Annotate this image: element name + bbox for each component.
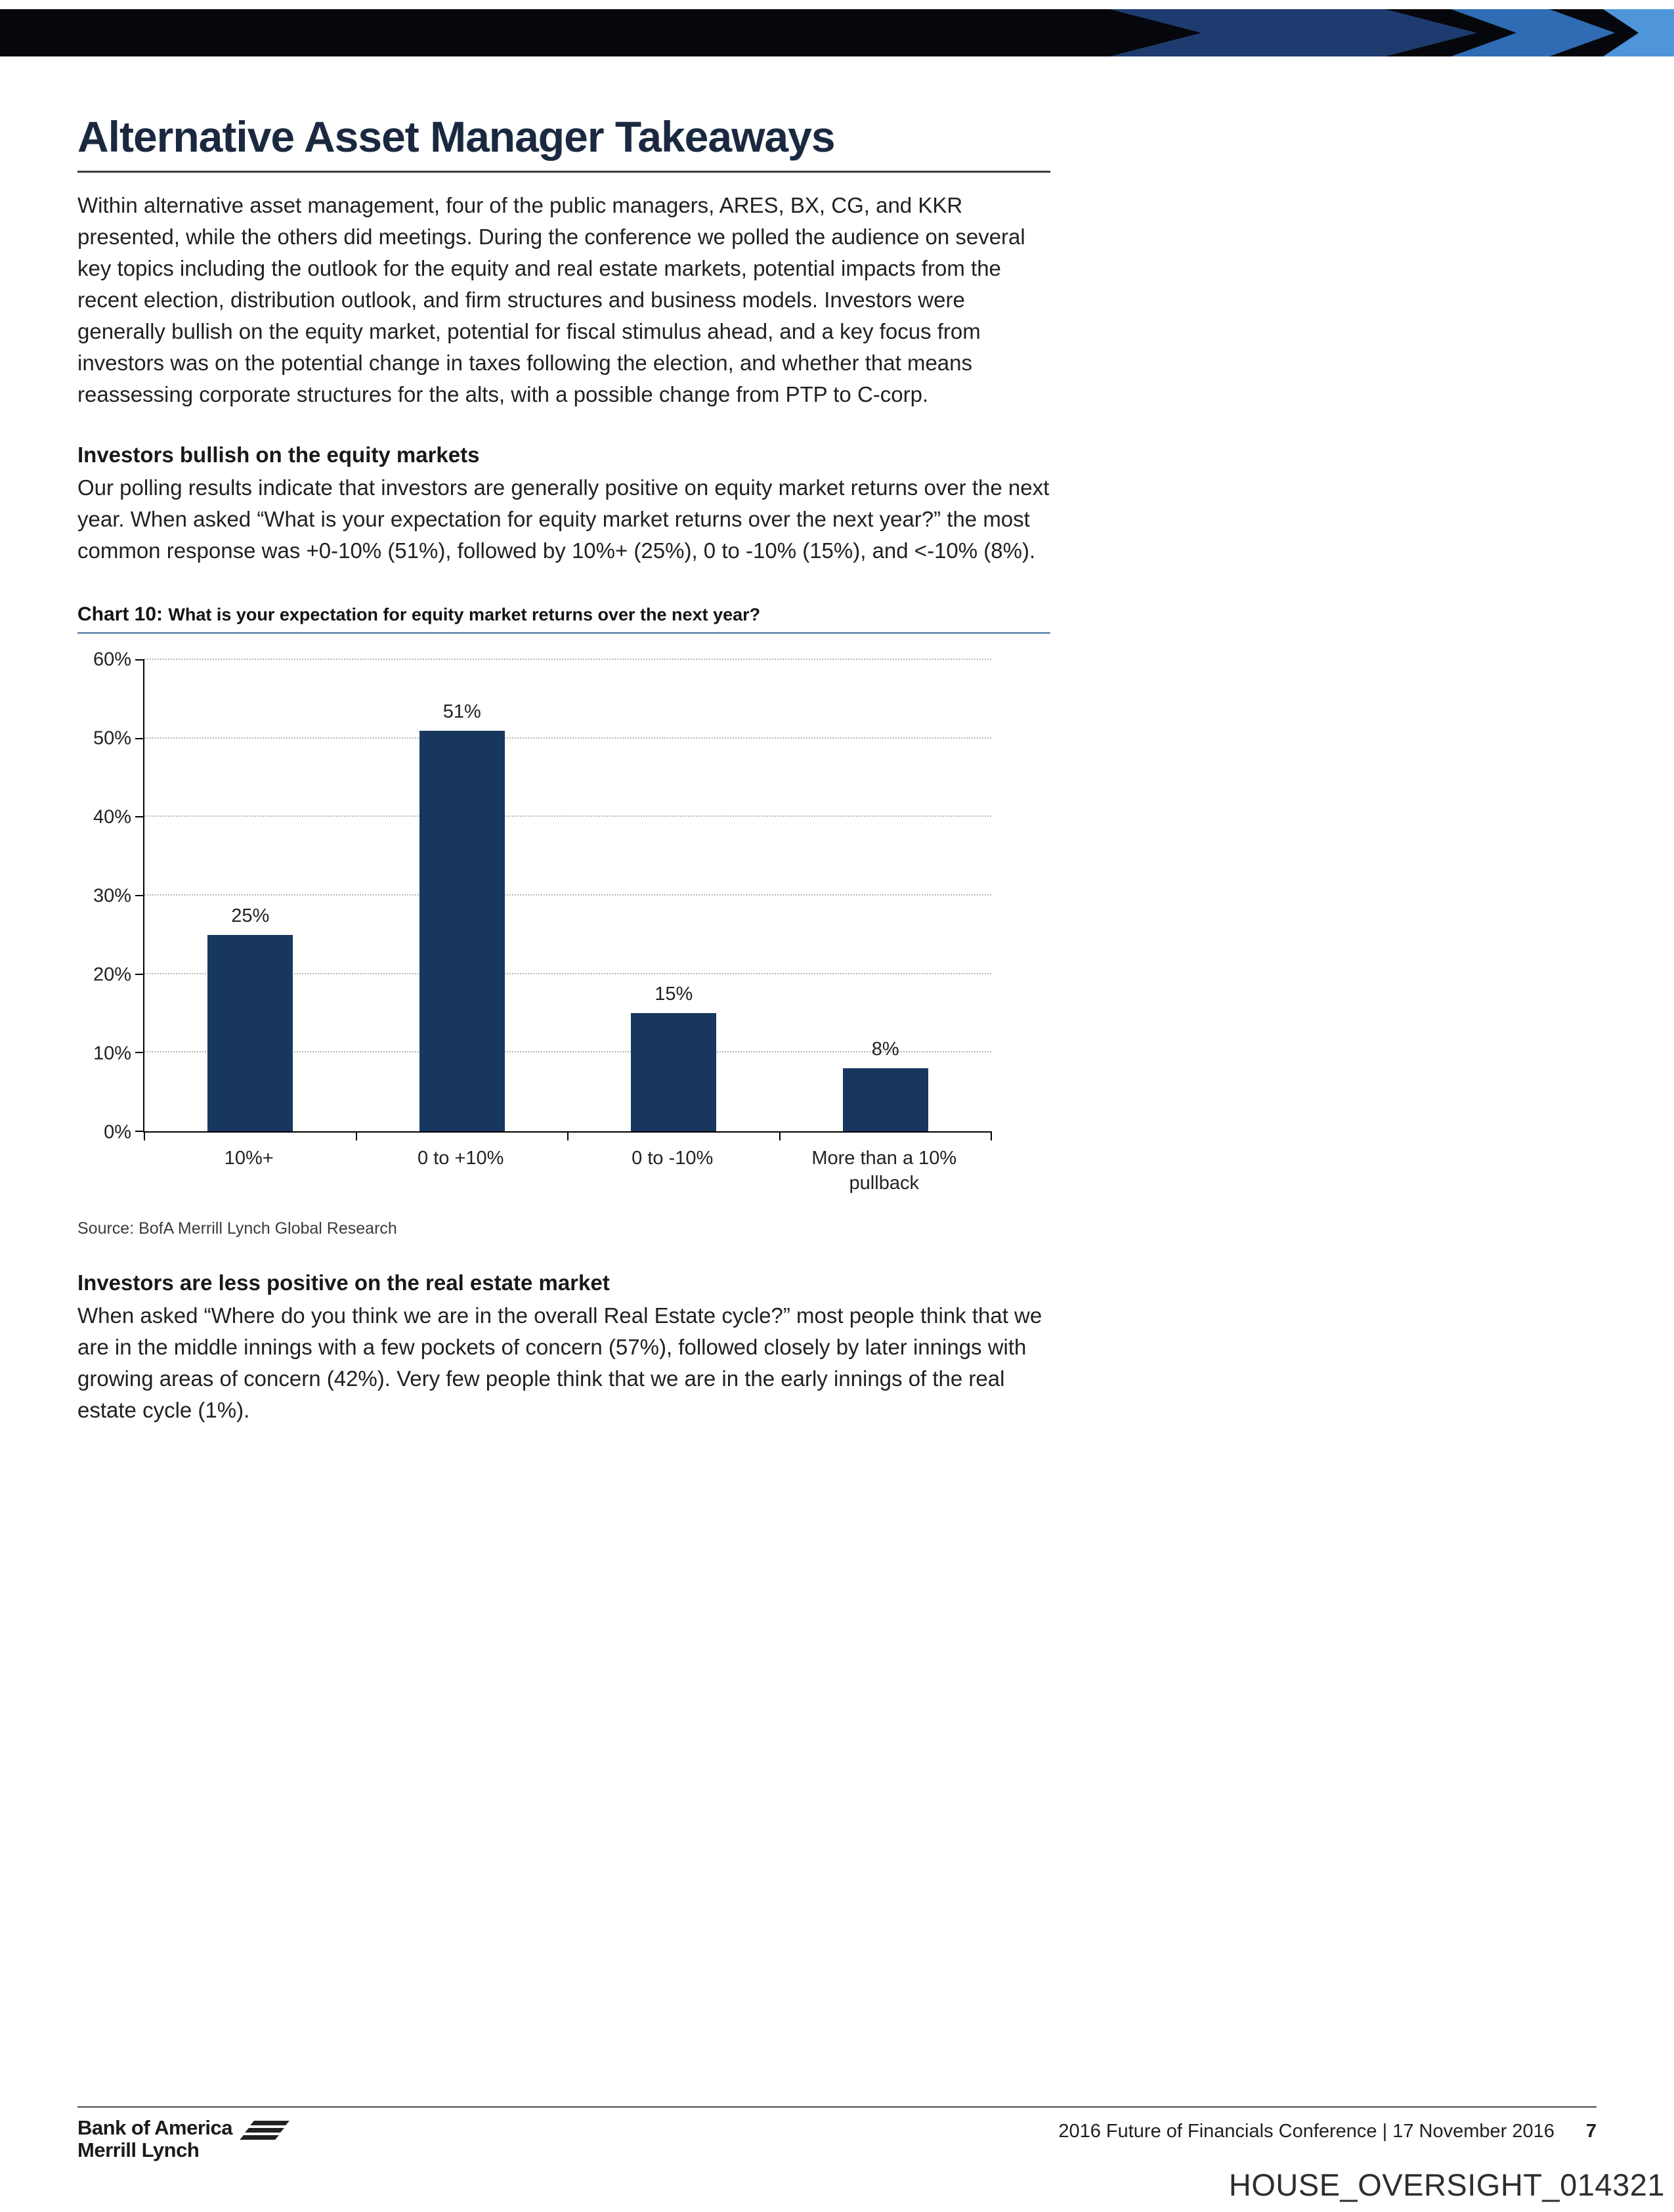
top-banner	[0, 9, 1674, 56]
main-content	[77, 113, 1050, 1426]
y-tick-mark	[135, 816, 144, 817]
y-tick-label: 30%	[93, 885, 131, 907]
footer-right	[1058, 2121, 1597, 2142]
page-title: Alternative Asset Manager Takeaways	[77, 113, 1050, 173]
x-tick-mark	[356, 1131, 357, 1140]
y-tick-mark	[135, 1131, 144, 1132]
bar-value-label: 51%	[442, 701, 481, 722]
bar-value-label: 15%	[655, 984, 693, 1005]
chart-caption	[77, 603, 1050, 634]
chart-slot	[568, 660, 780, 1131]
footer-conference-text: 2016 Future of Financials Conference | 17 November 2016	[1058, 2121, 1555, 2142]
chart-plot-area	[77, 649, 1050, 1143]
section-heading-equity: Investors bullish on the equity markets	[77, 442, 480, 467]
section-heading-real-estate: Investors are less positive on the real estate market	[77, 1270, 610, 1295]
page-footer	[77, 2106, 1597, 2161]
bar-0	[207, 935, 293, 1131]
section-body-real-estate: When asked “Where do you think we are in the overall Real Estate cycle?” most people think that we are in the middle innings with a few pockets of concern (57%), followed closely by later innings with growing areas of concern (42%). Very few people think that we are in the early innings of the real estate cycle (1%).	[77, 1303, 1042, 1422]
bar-2	[631, 1013, 716, 1131]
bar-value-label: 8%	[871, 1039, 899, 1060]
chart-slot	[780, 660, 992, 1131]
bar-value-label: 25%	[231, 905, 270, 926]
chart-slot	[356, 660, 569, 1131]
banner-chevron-dark-icon	[1109, 9, 1477, 56]
chart-source: Source: BofA Merrill Lynch Global Research	[77, 1219, 397, 1238]
y-tick-mark	[135, 659, 144, 661]
x-category-label: 10%+	[224, 1147, 274, 1169]
bofa-logo-line2: Merrill Lynch	[77, 2138, 200, 2161]
y-tick-mark	[135, 895, 144, 896]
chart-plot	[143, 660, 991, 1133]
page-number: 7	[1585, 2121, 1597, 2142]
x-tick-mark	[779, 1131, 781, 1140]
bofa-merrill-logo	[77, 2117, 288, 2161]
bar-3	[843, 1068, 928, 1131]
y-tick-mark	[135, 1052, 144, 1053]
y-tick-mark	[135, 974, 144, 975]
bar-1	[419, 731, 505, 1131]
bates-stamp: HOUSE_OVERSIGHT_014321	[1228, 2167, 1665, 2202]
x-category-label: 0 to +10%	[418, 1147, 504, 1169]
intro-paragraph: Within alternative asset management, four of the public managers, ARES, BX, CG, and KKR presented, while the others did meetings. During the conference we polled the audience on several key topics including the outlook for the equity and real estate markets, potential impacts from the recent election, distribution outlook, and firm structures and business models. Investors were generally bullish on the equity market, potential for fiscal stimulus ahead, and a key focus from investors was on the potential change in taxes following the election, and whether that means reassessing corporate structures for the alts, with a possible change from PTP to C-corp.	[77, 192, 1025, 406]
bofa-logo-line1: Bank of America	[77, 2116, 232, 2139]
x-tick-mark	[991, 1131, 992, 1140]
chart-y-axis	[77, 649, 143, 1143]
x-category-label: More than a 10% pullback	[811, 1147, 957, 1194]
x-tick-mark	[567, 1131, 569, 1140]
chart-number: Chart 10:	[77, 603, 169, 625]
y-tick-label: 50%	[93, 727, 131, 749]
chart-title: What is your expectation for equity market returns over the next year?	[168, 604, 761, 624]
y-tick-mark	[135, 738, 144, 739]
y-tick-label: 40%	[93, 806, 131, 828]
section-body-equity: Our polling results indicate that investors are generally positive on equity market returns over the next year. When asked “What is your expectation for equity market returns over the next year?” the most common response was +0-10% (51%), followed by 10%+ (25%), 0 to -10% (15%), and <-10% (8%).	[77, 475, 1050, 563]
x-category-label: 0 to -10%	[632, 1147, 714, 1169]
bofa-flag-icon	[242, 2118, 288, 2142]
y-tick-label: 60%	[93, 649, 131, 670]
y-tick-label: 20%	[93, 964, 131, 986]
chart-slot	[144, 660, 356, 1131]
x-tick-mark	[144, 1131, 145, 1140]
y-tick-label: 10%	[93, 1043, 131, 1064]
bofa-logo-text	[77, 2117, 232, 2161]
chart-x-labels	[143, 1146, 990, 1196]
chart-10	[77, 603, 1050, 1238]
y-tick-label: 0%	[104, 1121, 131, 1143]
